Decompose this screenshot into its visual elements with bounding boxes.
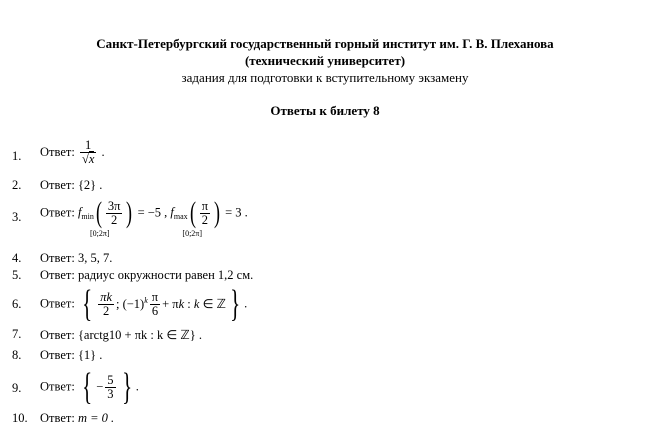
answer-label: Ответ: [40,205,75,220]
answer-value: радиус окружности равен 1,2 см. [77,268,254,282]
answer-number: 8. [12,348,22,362]
interval-label: [0;2π] [182,229,203,238]
answer-label: Ответ: [40,328,75,342]
interval-label: [0;2π] [89,229,110,238]
answer-number: 5. [12,268,22,282]
answer-value: 3, 5, 7. [77,251,113,265]
answer-number: 1. [12,149,22,163]
answer-number: 4. [12,251,22,265]
answer-number: 2. [12,178,22,192]
answer-label: Ответ: [40,296,75,311]
f-max-symbol: $f_{max}$ [0;2π] [170,205,203,238]
answer-label: Ответ: [40,379,75,394]
answer-number: 3. [12,210,22,224]
answer-value: {2} . [77,178,103,192]
answer-label: Ответ: [40,145,75,159]
answer-number: 9. [12,381,22,395]
header-institute: Санкт-Петербургский государственный горный институт им. Г. В. Плеханова [96,36,554,51]
answer-label: Ответ: [40,178,75,192]
answer-number: 10. [12,411,28,425]
header-subtitle: задания для подготовки к вступительному экзамену [181,70,469,85]
formula-1-over-sqrt-x: $\frac{1}{√x}$ [81,138,95,166]
answer-label: Ответ: [40,251,75,265]
answer-label: Ответ: [40,268,75,282]
answer-value: {arctg10 + πk : k ∈ ℤ} . [77,328,202,342]
answer-label: Ответ: [40,348,75,362]
header-university: (технический университет) [244,53,406,68]
answer-number: 7. [12,327,22,341]
answer-label: Ответ: [40,411,75,425]
answer-value-max: = 3 . [225,205,248,220]
f-min-symbol: $f_{min}$ [0;2π] [77,205,110,238]
answer-number: 6. [12,297,22,311]
answer-value: m = 0 . [77,411,115,425]
page-title: Ответы к билету 8 [270,103,380,118]
answer-value: {1} . [77,348,103,362]
answer-value-min: = −5 , [137,205,168,220]
